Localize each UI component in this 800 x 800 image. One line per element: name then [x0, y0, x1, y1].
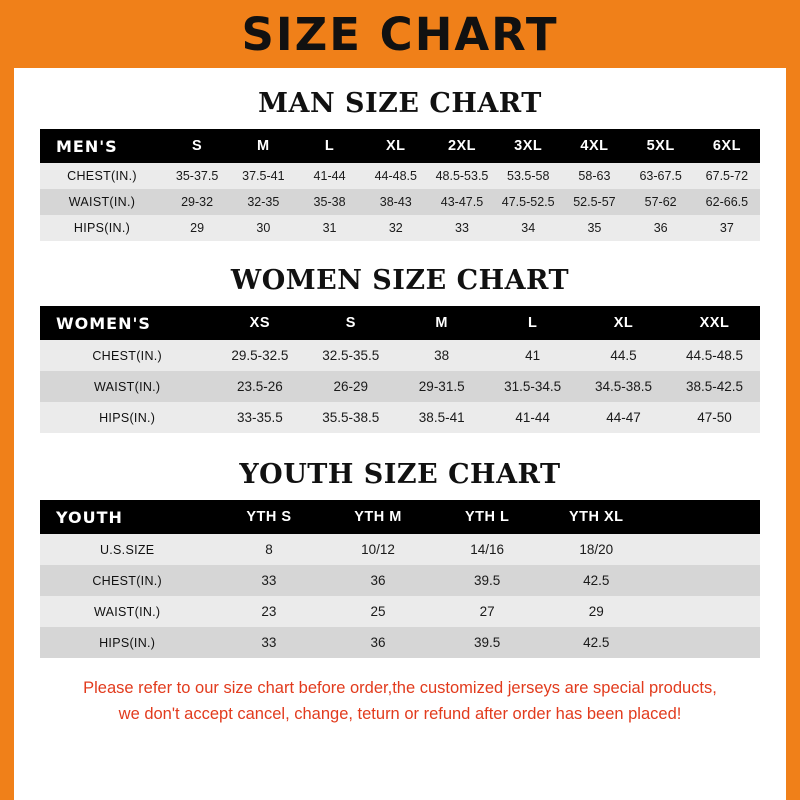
row-label: HIPS(IN.) [73, 221, 131, 235]
table-youth-col-3: YTH XL [568, 509, 624, 525]
table-row [40, 163, 760, 189]
cell: 27 [479, 604, 495, 619]
table-row [40, 340, 760, 371]
table-men-col-8: 6XL [712, 138, 741, 154]
cell: 41-44 [515, 410, 550, 425]
table-men-col-7: 5XL [646, 138, 675, 154]
table-row [40, 402, 760, 433]
cell: 29-32 [181, 195, 214, 209]
cell: 8 [265, 542, 273, 557]
cell: 31 [322, 221, 337, 235]
cell: 37 [719, 221, 734, 235]
row-label: WAIST(IN.) [93, 604, 161, 619]
table-men-col-6: 4XL [580, 138, 609, 154]
cell: 53.5-58 [507, 169, 550, 183]
order-notice-line-1: Please refer to our size chart before order,the customized jerseys are special products, [83, 679, 717, 697]
cell: 62-66.5 [705, 195, 749, 209]
cell: 29 [190, 221, 205, 235]
table-men-head [40, 129, 760, 163]
cell: 29-31.5 [418, 379, 465, 394]
cell: 44.5-48.5 [685, 348, 744, 363]
table-row [40, 627, 760, 658]
section-title-youth: YOUTH SIZE CHART [239, 459, 561, 490]
section-title-women: WOMEN SIZE CHART [230, 265, 570, 296]
row-label: WAIST(IN.) [93, 379, 161, 394]
cell [651, 565, 760, 596]
table-row [40, 129, 760, 163]
table-men-col-5: 3XL [514, 138, 543, 154]
table-row [40, 189, 760, 215]
cell: 44.5 [610, 348, 637, 363]
row-label: HIPS(IN.) [99, 635, 156, 650]
table-women-col-4: XL [613, 315, 634, 331]
table-row [40, 596, 760, 627]
table-youth-head [40, 500, 760, 534]
order-notice-line-2: we don't accept cancel, change, teturn or refund after order has been placed! [118, 704, 682, 723]
page-banner [0, 0, 800, 68]
cell: 38 [434, 348, 450, 363]
row-label: WAIST(IN.) [68, 195, 136, 209]
cell: 39.5 [474, 635, 501, 650]
cell: 38-43 [379, 195, 412, 209]
cell: 26-29 [333, 379, 369, 394]
table-men-body [40, 163, 760, 241]
row-label: CHEST(IN.) [67, 169, 137, 183]
table-youth-corner: YOUTH [56, 507, 123, 527]
table-row [40, 500, 760, 534]
cell: 23.5-26 [236, 379, 283, 394]
cell: 29.5-32.5 [231, 348, 289, 363]
cell: 57-62 [644, 195, 677, 209]
cell [651, 596, 760, 627]
row-label: HIPS(IN.) [99, 410, 156, 425]
cell: 41 [525, 348, 541, 363]
cell: 35 [587, 221, 602, 235]
cell: 33 [455, 221, 469, 235]
table-men-col-2: L [324, 138, 335, 154]
cell: 31.5-34.5 [504, 379, 562, 394]
cell: 43-47.5 [440, 195, 484, 209]
cell: 36 [370, 635, 386, 650]
table-men-col-4: 2XL [447, 138, 477, 154]
cell: 52.5-57 [573, 195, 616, 209]
cell: 47.5-52.5 [501, 195, 555, 209]
cell: 42.5 [583, 573, 610, 588]
cell: 32-35 [247, 195, 280, 209]
cell: 33 [261, 635, 277, 650]
table-men-corner: MEN'S [56, 136, 118, 156]
table-youth-col-4 [651, 500, 760, 534]
cell: 32 [388, 221, 403, 235]
cell: 38.5-42.5 [685, 379, 744, 394]
cell [651, 534, 760, 565]
cell: 33 [261, 573, 277, 588]
table-women-col-1: S [345, 315, 356, 331]
cell: 35-38 [313, 195, 346, 209]
table-youth-col-2: YTH L [464, 509, 510, 525]
table-men-col-0: S [192, 138, 203, 154]
cell: 36 [370, 573, 386, 588]
cell [651, 627, 760, 658]
table-row [40, 306, 760, 340]
cell: 39.5 [474, 573, 501, 588]
cell: 18/20 [579, 542, 614, 557]
cell: 36 [653, 221, 668, 235]
page-title: SIZE CHART [241, 7, 559, 61]
cell: 42.5 [583, 635, 610, 650]
table-women-col-2: M [435, 315, 448, 331]
cell: 37.5-41 [242, 169, 285, 183]
cell: 58-63 [578, 169, 611, 183]
cell: 48.5-53.5 [435, 169, 489, 183]
order-notice [40, 676, 760, 727]
table-row [40, 215, 760, 241]
table-row [40, 534, 760, 565]
cell: 67.5-72 [705, 169, 749, 183]
table-men [40, 129, 760, 241]
table-men-col-1: M [257, 138, 270, 154]
table-youth-col-1: YTH M [354, 509, 402, 525]
chart-content [14, 88, 786, 727]
cell: 30 [256, 221, 271, 235]
cell: 29 [588, 604, 604, 619]
table-women-corner: WOMEN'S [56, 313, 151, 333]
cell: 34 [521, 221, 536, 235]
cell: 34.5-38.5 [595, 379, 653, 394]
cell: 44-48.5 [374, 169, 417, 183]
cell: 10/12 [361, 542, 395, 557]
row-label: U.S.SIZE [99, 542, 155, 557]
cell: 63-67.5 [639, 169, 682, 183]
cell: 38.5-41 [418, 410, 465, 425]
row-label: CHEST(IN.) [92, 348, 163, 363]
cell: 23 [261, 604, 277, 619]
table-youth-col-0: YTH S [246, 509, 292, 525]
table-row [40, 371, 760, 402]
row-label: CHEST(IN.) [92, 573, 163, 588]
cell: 44-47 [606, 410, 641, 425]
table-youth-body [40, 534, 760, 658]
table-women-col-5: XXL [699, 315, 730, 331]
cell: 47-50 [697, 410, 732, 425]
table-women [40, 306, 760, 433]
section-title-man: MAN SIZE CHART [258, 88, 542, 119]
cell: 35-37.5 [175, 169, 219, 183]
cell: 32.5-35.5 [322, 348, 380, 363]
table-youth [40, 500, 760, 658]
table-women-col-3: L [527, 315, 538, 331]
cell: 41-44 [313, 169, 346, 183]
table-men-col-3: XL [386, 138, 406, 154]
cell: 25 [370, 604, 386, 619]
cell: 14/16 [470, 542, 505, 557]
table-women-head [40, 306, 760, 340]
cell: 35.5-38.5 [322, 410, 380, 425]
table-women-col-0: XS [249, 315, 271, 331]
table-women-body [40, 340, 760, 433]
table-row [40, 565, 760, 596]
cell: 33-35.5 [236, 410, 283, 425]
